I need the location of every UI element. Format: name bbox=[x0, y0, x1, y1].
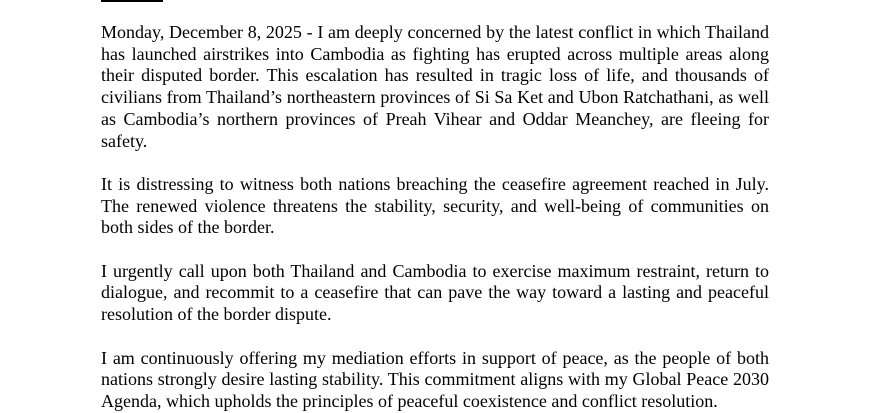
paragraph-3: I urgently call upon both Thailand and Cambodia to exercise maximum restraint, return to dialogue, and recommit to a ceasefire that can pave the way toward a lasting and peaceful resolution of the border dispute. bbox=[101, 260, 769, 325]
header-rule bbox=[101, 0, 163, 2]
paragraph-2: It is distressing to witness both nations breaching the ceasefire agreement reached in July. The renewed violence threatens the stability, security, and well-being of communities on both sides of the border. bbox=[101, 173, 769, 238]
paragraph-1: Monday, December 8, 2025 - I am deeply concerned by the latest conflict in which Thailand has launched airstrikes into Cambodia as fighting has erupted across multiple areas along their disputed border. This escalation has resulted in tragic loss of life, and thousands of civilians from Thailand’s northeastern provinces of Si Sa Ket and Ubon Ratchathani, as well as Cambodia’s northern provinces of Preah Vihear and Oddar Meanchey, are fleeing for safety. bbox=[101, 22, 769, 151]
statement-body bbox=[101, 22, 769, 413]
paragraph-4: I am continuously offering my mediation efforts in support of peace, as the people of both nations strongly desire lasting stability. This commitment aligns with my Global Peace 2030 Agenda, which upholds the principles of peaceful coexistence and conflict resolution. bbox=[101, 347, 769, 411]
